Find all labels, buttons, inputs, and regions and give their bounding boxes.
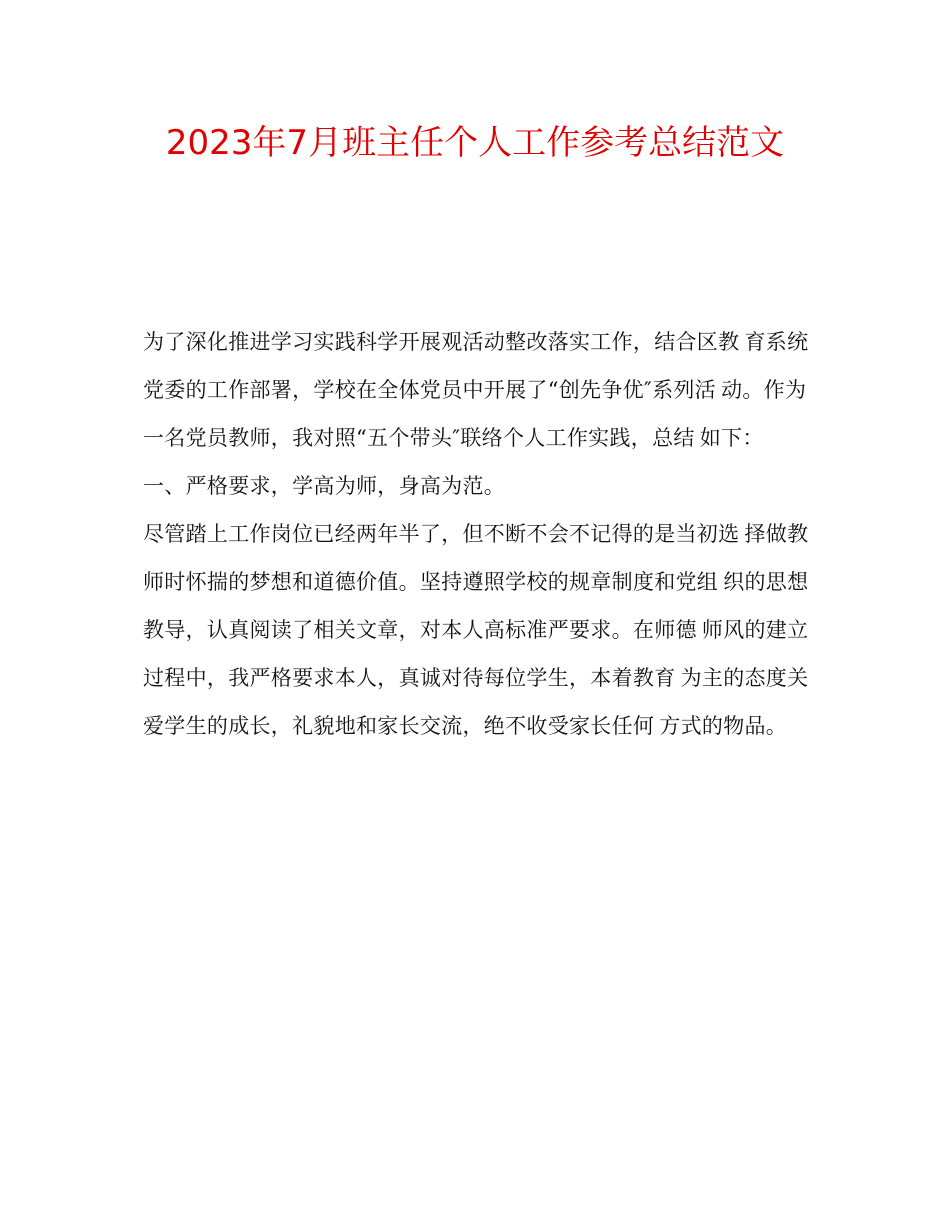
paragraph-line: 如下： <box>699 426 764 450</box>
paragraph-line: 方式的物品。 <box>659 714 788 738</box>
paragraph-intro <box>143 318 809 462</box>
paragraph-section-1-body <box>143 510 809 750</box>
paragraph-line: 织的思想教导，认真阅读了相关文章，对本人高标准严要求。在师德 <box>143 570 809 642</box>
paragraph-line: 择做教师时怀揣的梦想和道德价值。坚持遵照学校的规章制度和党组 <box>143 522 809 594</box>
paragraph-line: 为了深化推进学习实践科学开展观活动整改落实工作，结合区教 <box>143 330 740 354</box>
paragraph-line: 尽管踏上工作岗位已经两年半了，但不断不会不记得的是当初选 <box>143 522 740 546</box>
document-title: 2023年7月班主任个人工作参考总结范文 <box>165 123 785 163</box>
paragraph-line: 为主的态度关爱学生的成长，礼貌地和家长交流，绝不收受家长任何 <box>143 666 809 738</box>
paragraph-line: 一、严格要求，学高为师，身高为范。 <box>143 474 506 498</box>
paragraph-line: 育系统党委的工作部署，学校在全体党员中开展了“创先争优″系列活 <box>143 330 809 402</box>
paragraph-line: 师风的建立过程中，我严格要求本人，真诚对待每位学生，本着教育 <box>143 618 809 690</box>
paragraph-line: 动。作为一名党员教师，我对照“五个带头″联络个人工作实践，总结 <box>143 378 807 450</box>
document-body <box>143 318 809 750</box>
